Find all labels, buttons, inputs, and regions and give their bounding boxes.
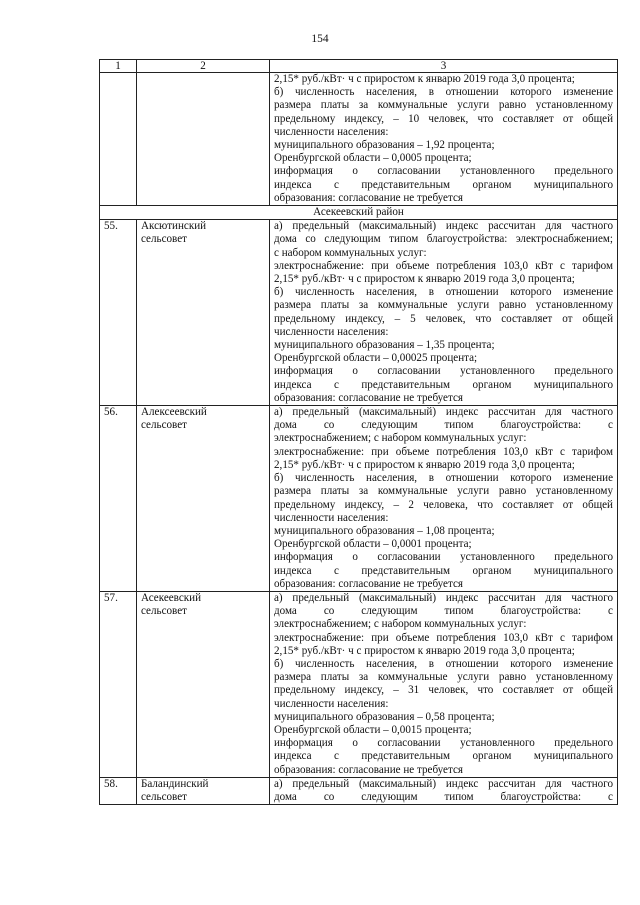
- text-line: информация о согласовании установленного предельного: [274, 365, 613, 378]
- text-line: б) численность населения, в отношении которого изменение: [274, 472, 613, 485]
- text-line: предельному индексу, – 5 человек, что составляет от общей: [274, 312, 613, 325]
- settlement-name-line: Аксютинский: [141, 220, 207, 233]
- page-number: 154: [311, 33, 329, 45]
- text-line: б) численность населения, в отношении которого изменение: [274, 286, 613, 299]
- settlement-name: [137, 406, 270, 592]
- settlement-name-line: сельсовет: [141, 605, 187, 618]
- description-cell: [270, 591, 618, 777]
- index-table: [99, 59, 618, 805]
- text-line: а) предельный (максимальный) индекс рассчитан для частного: [274, 220, 613, 233]
- text-line: муниципального образования – 0,58 процента;: [274, 710, 495, 723]
- text-line: Оренбургской области – 0,00025 процента;: [274, 352, 478, 365]
- text-line: индекса с представительным органом муниципального: [274, 564, 613, 577]
- settlement-name-line: Алексеевский: [141, 406, 207, 419]
- text-line: размера платы за коммунальные услуги равно установленному: [274, 99, 613, 112]
- text-line: образования: согласование не требуется: [274, 191, 463, 204]
- settlement-name-line: сельсовет: [141, 419, 187, 432]
- settlement-name-line: сельсовет: [141, 790, 187, 803]
- settlement-name-line: сельсовет: [141, 233, 187, 246]
- settlement-name-cell: [137, 73, 270, 206]
- district-heading: Асекеевский район: [100, 206, 618, 220]
- text-line: муниципального образования – 1,92 процента;: [274, 139, 495, 152]
- description-cell: [270, 220, 618, 406]
- text-line: численности населения:: [274, 511, 389, 524]
- text-line: предельному индексу, – 31 человек, что составляет от общей: [274, 684, 613, 697]
- text-line: информация о согласовании установленного предельного: [274, 737, 613, 750]
- text-line: дома со следующим типом благоустройства: электроснабжением;: [274, 233, 613, 246]
- text-line: предельному индексу, – 10 человек, что составляет от общей: [274, 112, 613, 125]
- header-col-2: 2: [137, 60, 270, 73]
- text-line: электроснабжение: при объеме потребления 103,0 кВт с тарифом: [274, 445, 613, 458]
- settlement-row: [100, 220, 618, 406]
- text-line: б) численность населения, в отношении которого изменение: [274, 86, 613, 99]
- text-line: Оренбургской области – 0,0005 процента;: [274, 152, 472, 165]
- text-line: электроснабжением; с набором коммунальных услуг:: [274, 618, 527, 631]
- settlement-name-line: Асекеевский: [141, 591, 202, 604]
- description-cell: [270, 777, 618, 804]
- settlement-name: [137, 591, 270, 777]
- header-col-1: 1: [100, 60, 137, 73]
- text-line: а) предельный (максимальный) индекс рассчитан для частного: [274, 777, 613, 790]
- text-line: электроснабжением; с набором коммунальных услуг:: [274, 432, 527, 445]
- text-line: а) предельный (максимальный) индекс рассчитан для частного: [274, 591, 613, 604]
- table-header-row: [100, 60, 618, 73]
- text-line: образования: согласование не требуется: [274, 763, 463, 776]
- continuation-row: [100, 73, 618, 206]
- text-line: а) предельный (максимальный) индекс рассчитан для частного: [274, 406, 613, 419]
- settlement-row: [100, 777, 618, 804]
- text-line: размера платы за коммунальные услуги равно установленному: [274, 671, 613, 684]
- text-line: 2,15* руб./кВт· ч с приростом к январю 2019 года 3,0 процента;: [274, 273, 575, 286]
- text-line: численности населения:: [274, 325, 389, 338]
- text-line: информация о согласовании установленного предельного: [274, 165, 613, 178]
- text-line: б) численность населения, в отношении которого изменение: [274, 657, 613, 670]
- row-number: 56.: [100, 406, 137, 592]
- text-line: индекса с представительным органом муниципального: [274, 178, 613, 191]
- text-line: размера платы за коммунальные услуги равно установленному: [274, 299, 613, 312]
- text-line: численности населения:: [274, 697, 389, 710]
- header-col-3: 3: [270, 60, 618, 73]
- text-line: 2,15* руб./кВт· ч с приростом к январю 2019 года 3,0 процента;: [274, 644, 575, 657]
- text-line: образования: согласование не требуется: [274, 577, 463, 590]
- text-line: численности населения:: [274, 125, 389, 138]
- text-line: 2,15* руб./кВт· ч с приростом к январю 2019 года 3,0 процента;: [274, 73, 575, 85]
- text-line: дома со следующим типом благоустройства: с: [274, 419, 613, 432]
- text-line: Оренбургской области – 0,0001 процента;: [274, 538, 472, 551]
- text-line: индекса с представительным органом муниципального: [274, 750, 613, 763]
- text-line: информация о согласовании установленного предельного: [274, 551, 613, 564]
- description-cell: [270, 73, 618, 206]
- settlement-name: [137, 777, 270, 804]
- description-cell: [270, 406, 618, 592]
- district-row: [100, 206, 618, 220]
- text-line: муниципального образования – 1,08 процента;: [274, 524, 495, 537]
- row-number: 57.: [100, 591, 137, 777]
- text-line: индекса с представительным органом муниципального: [274, 378, 613, 391]
- settlement-row: [100, 591, 618, 777]
- text-line: Оренбургской области – 0,0015 процента;: [274, 723, 472, 736]
- row-number: 55.: [100, 220, 137, 406]
- settlement-row: [100, 406, 618, 592]
- text-line: с набором коммунальных услуг:: [274, 246, 427, 259]
- row-number: 58.: [100, 777, 137, 804]
- text-line: предельному индексу, – 2 человека, что составляет от общей: [274, 498, 613, 511]
- text-line: размера платы за коммунальные услуги равно установленному: [274, 485, 613, 498]
- row-number-cell: [100, 73, 137, 206]
- text-line: дома со следующим типом благоустройства: с: [274, 605, 613, 618]
- settlement-name: [137, 220, 270, 406]
- text-line: 2,15* руб./кВт· ч с приростом к январю 2019 года 3,0 процента;: [274, 458, 575, 471]
- text-line: дома со следующим типом благоустройства: с: [274, 790, 613, 803]
- text-line: муниципального образования – 1,35 процента;: [274, 339, 495, 352]
- text-line: образования: согласование не требуется: [274, 391, 463, 404]
- settlement-name-line: Баландинский: [141, 777, 209, 790]
- text-line: электроснабжение: при объеме потребления 103,0 кВт с тарифом: [274, 631, 613, 644]
- text-line: электроснабжение: при объеме потребления 103,0 кВт с тарифом: [274, 259, 613, 272]
